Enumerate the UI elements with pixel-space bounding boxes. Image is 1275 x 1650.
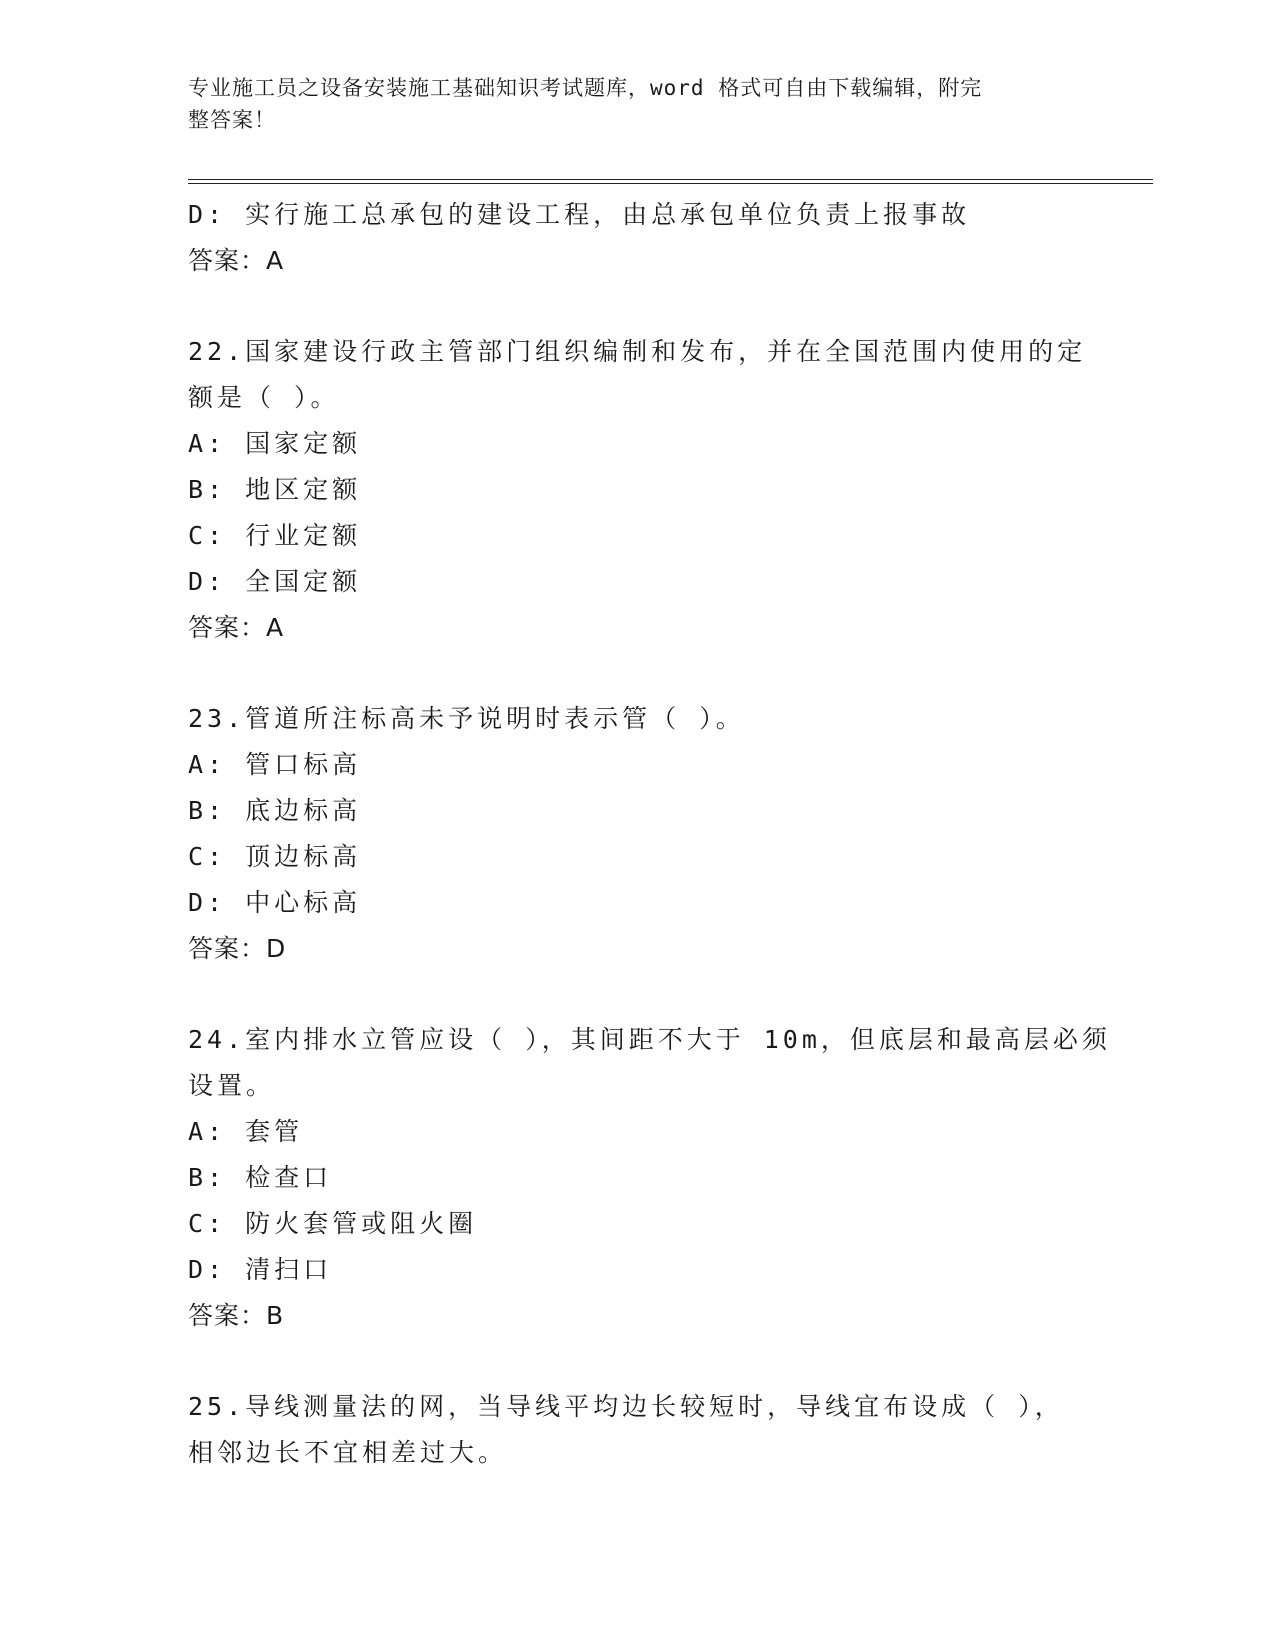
question-22 (188, 329, 1088, 651)
option-b: B: 底边标高 (188, 796, 362, 825)
option-d: D: 清扫口 (188, 1255, 333, 1284)
answer-line: 答案：A (188, 613, 285, 642)
header-divider-top (188, 179, 1153, 180)
answer-line: 答案：A (188, 246, 285, 275)
option-d: D: 中心标高 (188, 888, 362, 917)
option-d: D: 实行施工总承包的建设工程，由总承包单位负责上报事故 (188, 200, 971, 229)
option-a: A: 套管 (188, 1117, 304, 1146)
question-list (188, 192, 1111, 1476)
option-a: A: 管口标高 (188, 750, 362, 779)
question-stem: 相邻边长不宜相差过大。 (188, 1438, 508, 1467)
header-line-2: 整答案！ (188, 108, 276, 132)
question-24 (188, 1017, 1111, 1339)
option-c: C: 行业定额 (188, 521, 362, 550)
question-23 (188, 696, 1088, 972)
question-stem: 额是（ ）。 (188, 383, 340, 412)
document-header (188, 72, 1068, 136)
header-divider-bottom (188, 183, 1153, 184)
option-c: C: 顶边标高 (188, 842, 362, 871)
answer-line: 答案：D (188, 934, 287, 963)
option-b: B: 检查口 (188, 1163, 333, 1192)
option-a: A: 国家定额 (188, 429, 362, 458)
question-stem: 25.导线测量法的网，当导线平均边长较短时，导线宜布设成（ ）， (188, 1392, 1064, 1421)
previous-question-tail (188, 192, 1088, 284)
question-stem: 22.国家建设行政主管部门组织编制和发布，并在全国范围内使用的定 (188, 337, 1087, 366)
option-c: C: 防火套管或阻火圈 (188, 1209, 478, 1238)
option-d: D: 全国定额 (188, 567, 362, 596)
question-stem: 23.管道所注标高未予说明时表示管（ ）。 (188, 704, 745, 733)
option-b: B: 地区定额 (188, 475, 362, 504)
header-line-1: 专业施工员之设备安装施工基础知识考试题库，word 格式可自由下载编辑，附完 (188, 76, 983, 100)
answer-line: 答案：B (188, 1301, 285, 1330)
question-stem: 设置。 (188, 1071, 276, 1100)
question-stem: 24.室内排水立管应设（ ），其间距不大于 10m，但底层和最高层必须 (188, 1025, 1111, 1054)
question-25 (188, 1384, 1088, 1476)
